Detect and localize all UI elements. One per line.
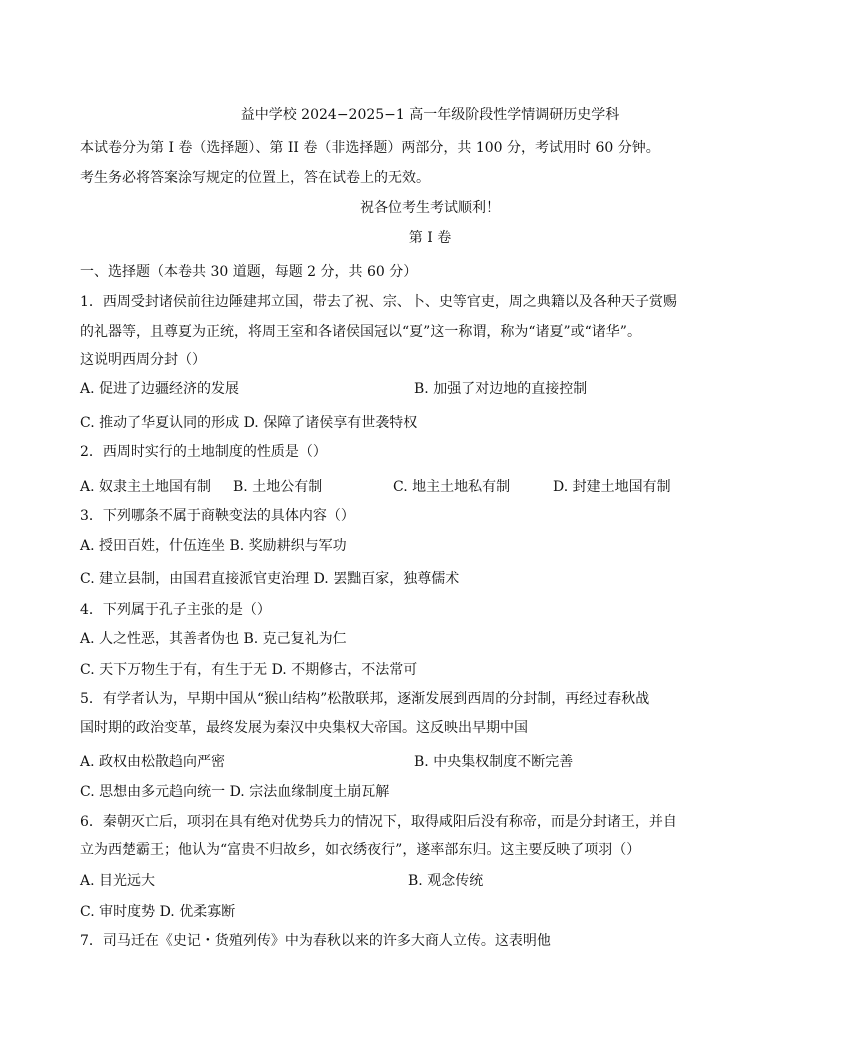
q4-stem: 4．下列属于孔子主张的是（） (80, 602, 271, 618)
intro-line-2: 考生务必将答案涂写规定的位置上，答在试卷上的无效。 (80, 170, 430, 186)
q2-stem: 2．西周时实行的土地制度的性质是（） (80, 444, 327, 460)
q5-stem-line-2: 国时期的政治变革，最终发展为秦汉中央集权大帝国。这反映出早期中国 (80, 720, 528, 736)
q1-stem-line-3: 这说明西周分封（） (80, 352, 206, 368)
q1-option-a: A. 促进了边疆经济的发展 (80, 381, 240, 397)
q2-option-b: B. 土地公有制 (233, 479, 323, 495)
q1-stem-line-2: 的礼器等，且尊夏为正统，将周王室和各诸侯国冠以“夏”这一称谓，称为“诸夏”或“诸华”。 (80, 324, 641, 340)
q1-options-cd: C. 推动了华夏认同的形成 D. 保障了诸侯享有世袭特权 (80, 415, 418, 431)
q2-option-c: C. 地主土地私有制 (393, 479, 511, 495)
q5-options-cd: C. 思想由多元趋向统一 D. 宗法血缘制度土崩瓦解 (80, 784, 390, 800)
q7-stem: 7．司马迁在《史记・货殖列传》中为春秋以来的许多大商人立传。这表明他 (80, 933, 551, 949)
q3-stem: 3．下列哪条不属于商鞅变法的具体内容（） (80, 508, 355, 524)
q2-option-a: A. 奴隶主土地国有制 (80, 479, 212, 495)
exam-title: 益中学校 2024−2025−1 高一年级阶段性学情调研历史学科 (240, 107, 620, 123)
q6-option-a: A. 目光远大 (80, 873, 156, 889)
intro-line-1: 本试卷分为第 I 卷（选择题）、第 II 卷（非选择题）两部分，共 100 分，考试用时 60 分钟。 (80, 140, 660, 156)
q6-option-b: B. 观念传统 (408, 873, 484, 889)
q3-options-cd: C. 建立县制，由国君直接派官吏治理 D. 罢黜百家，独尊儒术 (80, 571, 460, 587)
q5-option-a: A. 政权由松散趋向严密 (80, 754, 226, 770)
q1-option-b: B. 加强了对边地的直接控制 (414, 381, 588, 397)
good-luck-line: 祝各位考生考试顺利！ (360, 200, 500, 216)
q5-stem-line-1: 5．有学者认为，早期中国从“猴山结构”松散联邦，逐渐发展到西周的分封制，再经过春秋战 (80, 691, 650, 707)
q3-options-ab: A. 授田百姓，什伍连坐 B. 奖励耕织与军功 (80, 538, 347, 554)
q6-stem-line-2: 立为西楚霸王；他认为“富贵不归故乡，如衣绣夜行”，遂率部东归。这主要反映了项羽（） (80, 842, 641, 858)
section-heading: 一、选择题（本卷共 30 道题，每题 2 分，共 60 分） (80, 264, 418, 280)
q6-stem-line-1: 6．秦朝灭亡后，项羽在具有绝对优势兵力的情况下，取得咸阳后没有称帝，而是分封诸王，并自 (80, 814, 677, 830)
volume-heading: 第 I 卷 (408, 230, 452, 246)
q2-option-d: D. 封建土地国有制 (553, 479, 671, 495)
q4-options-ab: A. 人之性恶，其善者伪也 B. 克己复礼为仁 (80, 631, 347, 647)
q6-options-cd: C. 审时度势 D. 优柔寡断 (80, 904, 236, 920)
q4-options-cd: C. 天下万物生于有，有生于无 D. 不期修古，不法常可 (80, 662, 418, 678)
q1-stem-line-1: 1．西周受封诸侯前往边陲建邦立国，带去了祝、宗、卜、史等官吏，周之典籍以及各种天子赏赐 (80, 294, 677, 310)
q5-option-b: B. 中央集权制度不断完善 (414, 754, 574, 770)
